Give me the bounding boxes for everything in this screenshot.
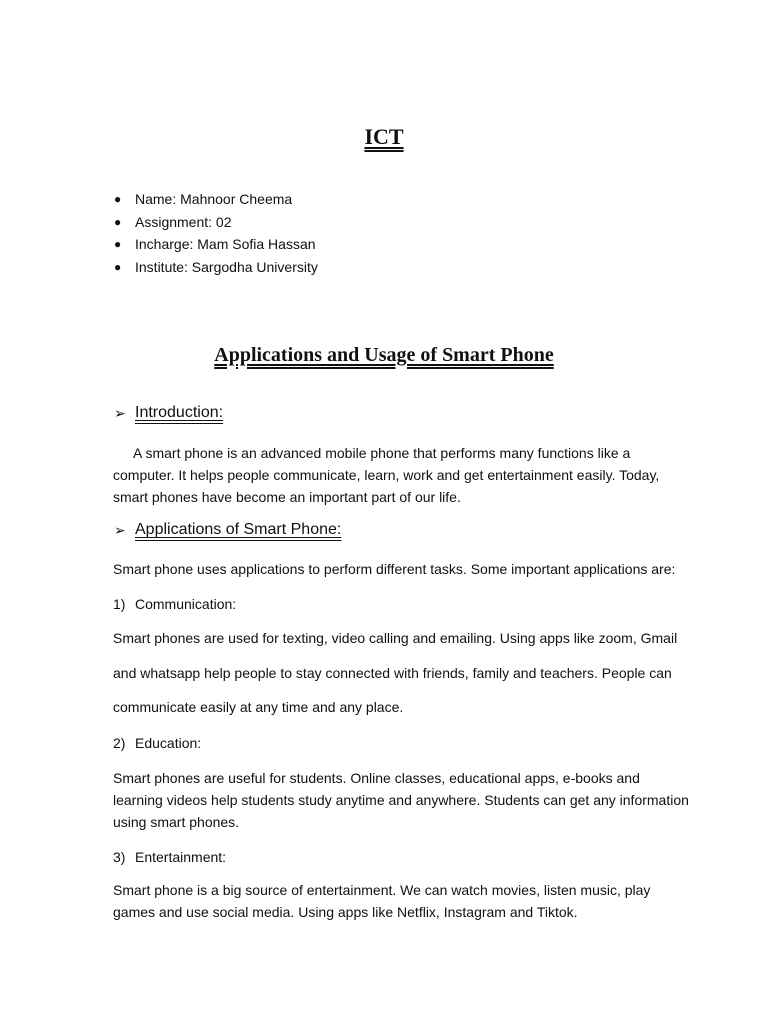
numbered-item-education xyxy=(113,732,201,754)
entertainment-paragraph: Smart phone is a big source of entertainment. We can watch movies, listen music, play games and use social media. Using apps like Netflix, Instagram and Tiktok. xyxy=(113,882,651,920)
applications-intro-paragraph: Smart phone uses applications to perform different tasks. Some important applications are: xyxy=(113,561,676,577)
info-item-institute xyxy=(114,256,318,279)
document-title: ICT xyxy=(364,124,404,149)
info-item-text: Name: Mahnoor Cheema xyxy=(135,191,293,207)
arrow-bullet-icon: ➢ xyxy=(114,521,126,538)
section-heading-introduction xyxy=(114,404,223,422)
info-item-text: Incharge: Mam Sofia Hassan xyxy=(135,236,316,252)
section-heading-label: Applications of Smart Phone: xyxy=(135,521,342,538)
section-heading-label: Introduction: xyxy=(135,404,224,421)
item-label: Entertainment: xyxy=(135,849,227,865)
info-item-text: Assignment: 02 xyxy=(135,213,232,230)
item-number: 1) xyxy=(113,596,126,612)
item-number: 3) xyxy=(113,849,126,865)
item-number: 2) xyxy=(113,735,126,751)
document-subtitle: Applications and Usage of Smart Phone xyxy=(214,344,554,366)
bullet-icon: ● xyxy=(114,192,122,206)
bullet-icon: ● xyxy=(114,237,122,251)
info-item-incharge xyxy=(114,233,318,256)
info-list xyxy=(114,188,318,278)
info-item-assignment xyxy=(114,211,318,234)
education-paragraph: Smart phones are useful for students. Online classes, educational apps, e-books and learning videos help students study anytime and anywhere. Students can get any information using smart phones. xyxy=(113,770,689,830)
numbered-item-communication xyxy=(113,593,236,615)
numbered-item-entertainment xyxy=(113,846,226,868)
item-label: Education: xyxy=(135,735,202,751)
bullet-icon: ● xyxy=(114,259,122,274)
communication-paragraph: Smart phones are used for texting, video calling and emailing. Using apps like zoom, Gmail and whatsapp help people to stay connected with friends, family and teachers. People can communicate easily at any time and any place. xyxy=(113,630,678,715)
arrow-bullet-icon: ➢ xyxy=(114,404,126,421)
item-label: Communication: xyxy=(135,596,237,612)
bullet-icon: ● xyxy=(114,214,122,229)
introduction-paragraph: A smart phone is an advanced mobile phone that performs many functions like a computer. It helps people communicate, learn, work and get entertainment easily. Today, smart phones have become an important part of our life. xyxy=(113,445,660,505)
section-heading-applications xyxy=(114,521,341,539)
info-item-name xyxy=(114,188,318,211)
info-item-text: Institute: Sargodha University xyxy=(135,258,318,275)
